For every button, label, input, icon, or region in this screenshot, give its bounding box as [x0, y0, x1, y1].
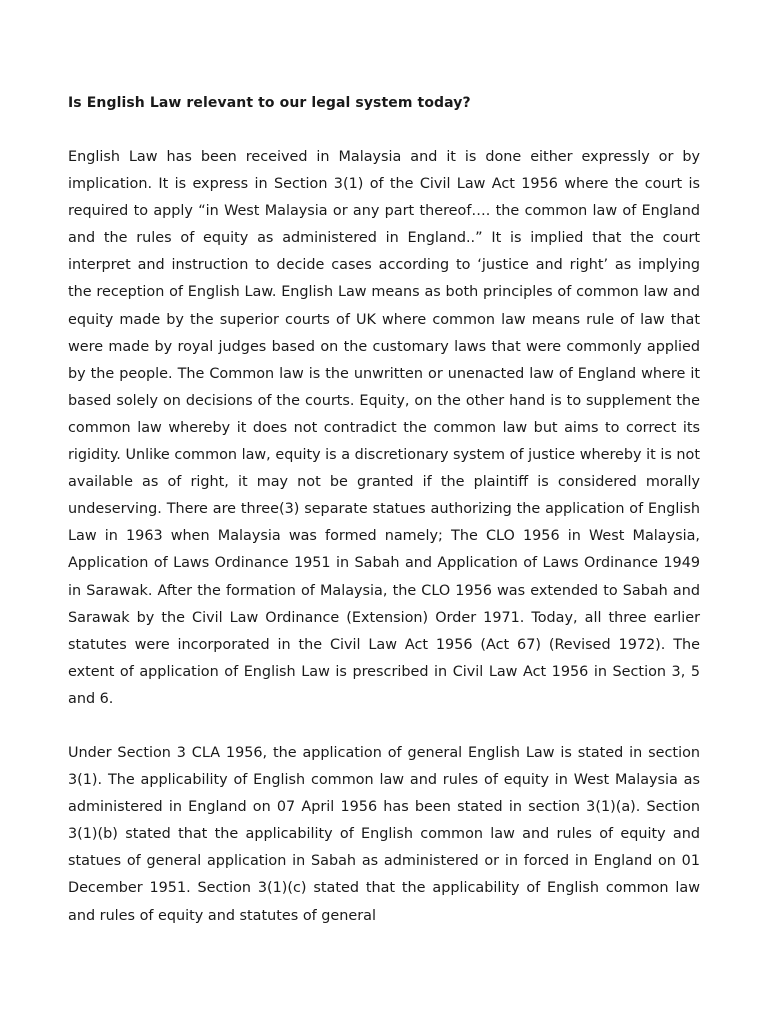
document-title: Is English Law relevant to our legal system today?: [68, 95, 471, 111]
document-body: [68, 90, 700, 930]
paragraph-section-3-cla-1956: Under Section 3 CLA 1956, the application of general English Law is stated in section 3(1). The applicability of English common law and rules of equity in West Malaysia as administered in England on 07 April 1956 has been stated in section 3(1)(a). Section 3(1)(b) stated that the applicability of English common law and rules of equity and statues of general application in Sabah as administered or in forced in England on 01 December 1951. Section 3(1)(c) stated that the applicability of English common law and rules of equity and statutes of general: [68, 744, 700, 924]
paragraph-english-law-reception: English Law has been received in Malaysia and it is done either expressly or by implication. It is express in Section 3(1) of the Civil Law Act 1956 where the court is required to apply “in West Malaysia or any part thereof…. the common law of England and the rules of equity as administered in England..” It is implied that the court interpret and instruction to decide cases according to ‘justice and right’ as implying the reception of English Law. English Law means as both principles of common law and equity made by the superior courts of UK where common law means rule of law that were made by royal judges based on the customary laws that were commonly applied by the people. The Common law is the unwritten or unenacted law of England where it based solely on decisions of the courts. Equity, on the other hand is to supplement the common law whereby it does not contradict the common law but aims to correct its rigidity. Unlike common law, equity is a discretionary system of justice whereby it is not available as of right, it may not be granted if the plaintiff is considered morally undeserving. There are three(3) separate statues authorizing the application of English Law in 1963 when Malaysia was formed namely; The CLO 1956 in West Malaysia, Application of Laws Ordinance 1951 in Sabah and Application of Laws Ordinance 1949 in Sarawak. After the formation of Malaysia, the CLO 1956 was extended to Sabah and Sarawak by the Civil Law Ordinance (Extension) Order 1971. Today, all three earlier statutes were incorporated in the Civil Law Act 1956 (Act 67) (Revised 1972). The extent of application of English Law is prescribed in Civil Law Act 1956 in Section 3, 5 and 6.: [68, 149, 700, 707]
